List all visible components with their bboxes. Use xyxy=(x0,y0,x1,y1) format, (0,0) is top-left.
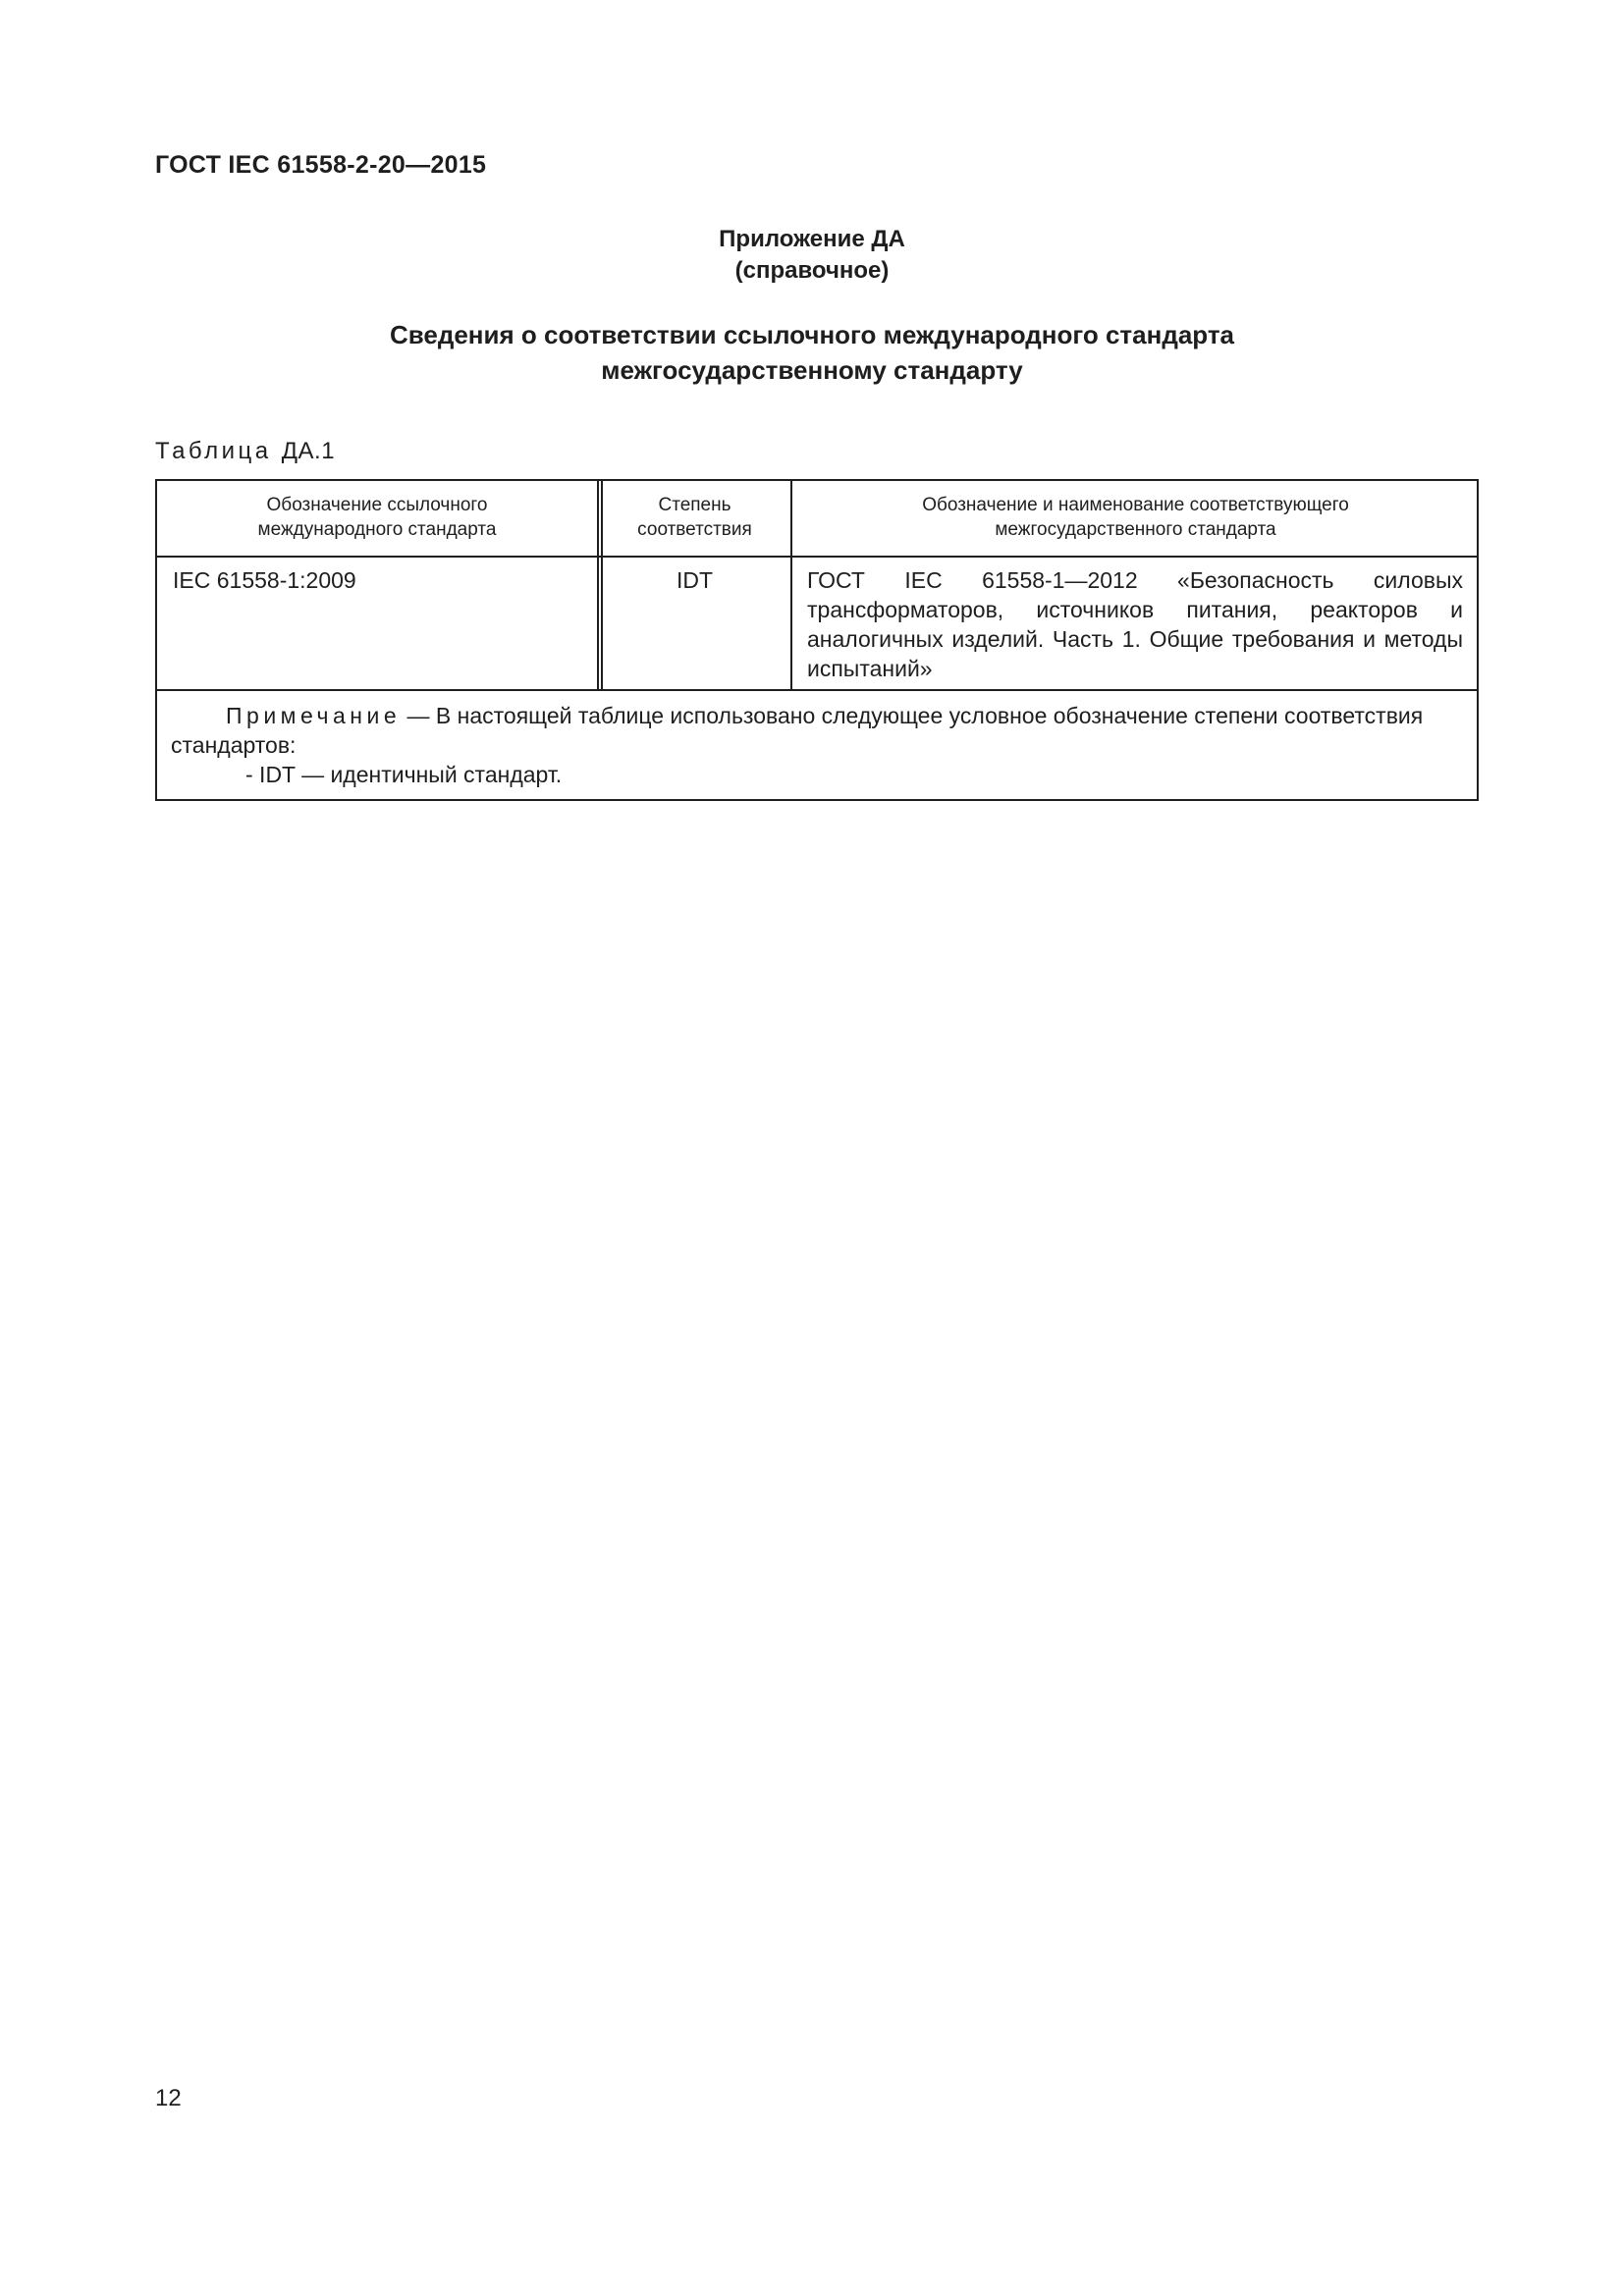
cell-interstate-standard: ГОСТ IEC 61558-1—2012 «Безопасность силовых трансформаторов, источников питания, реакторов и аналогичных изделий. Часть 1. Общие требования и методы испытаний» xyxy=(807,567,1463,681)
table-caption xyxy=(155,438,335,465)
annex-title: Приложение ДА xyxy=(719,226,905,252)
table-caption-word: Таблица xyxy=(155,438,272,464)
table-note xyxy=(171,701,1463,789)
section-title-line2: межгосударственному стандарту xyxy=(601,355,1023,385)
cell-degree: IDT xyxy=(676,567,714,593)
table-header-rule xyxy=(157,556,1477,558)
note-text: — В настоящей таблице использовано следующее условное обозначение степени соответствия стандартов: xyxy=(171,703,1424,758)
table-caption-number: ДА.1 xyxy=(281,438,336,464)
header-reference-line2: международного стандарта xyxy=(257,519,497,540)
header-degree-line1: Степень xyxy=(658,495,731,515)
header-reference-line1: Обозначение ссылочного xyxy=(266,495,488,515)
cell-reference-standard: IEC 61558-1:2009 xyxy=(173,567,356,593)
header-interstate-line2: межгосударственного стандарта xyxy=(995,519,1276,540)
section-title-line1: Сведения о соответствии ссылочного международного стандарта xyxy=(389,320,1235,349)
header-degree xyxy=(599,493,790,542)
table-body-rule xyxy=(157,689,1477,691)
annex-status: (справочное) xyxy=(734,257,890,284)
correspondence-table xyxy=(155,479,1479,801)
header-reference-standard xyxy=(157,493,597,542)
header-interstate-standard xyxy=(792,493,1479,542)
header-interstate-line1: Обозначение и наименование соответствующего xyxy=(922,495,1349,515)
note-label: Примечание xyxy=(226,703,402,728)
page-number: 12 xyxy=(155,2085,182,2111)
note-bullet: - IDT — идентичный стандарт. xyxy=(245,762,563,787)
document-code-header: ГОСТ IEC 61558-2-20—2015 xyxy=(155,151,487,179)
header-degree-line2: соответствия xyxy=(637,519,752,540)
